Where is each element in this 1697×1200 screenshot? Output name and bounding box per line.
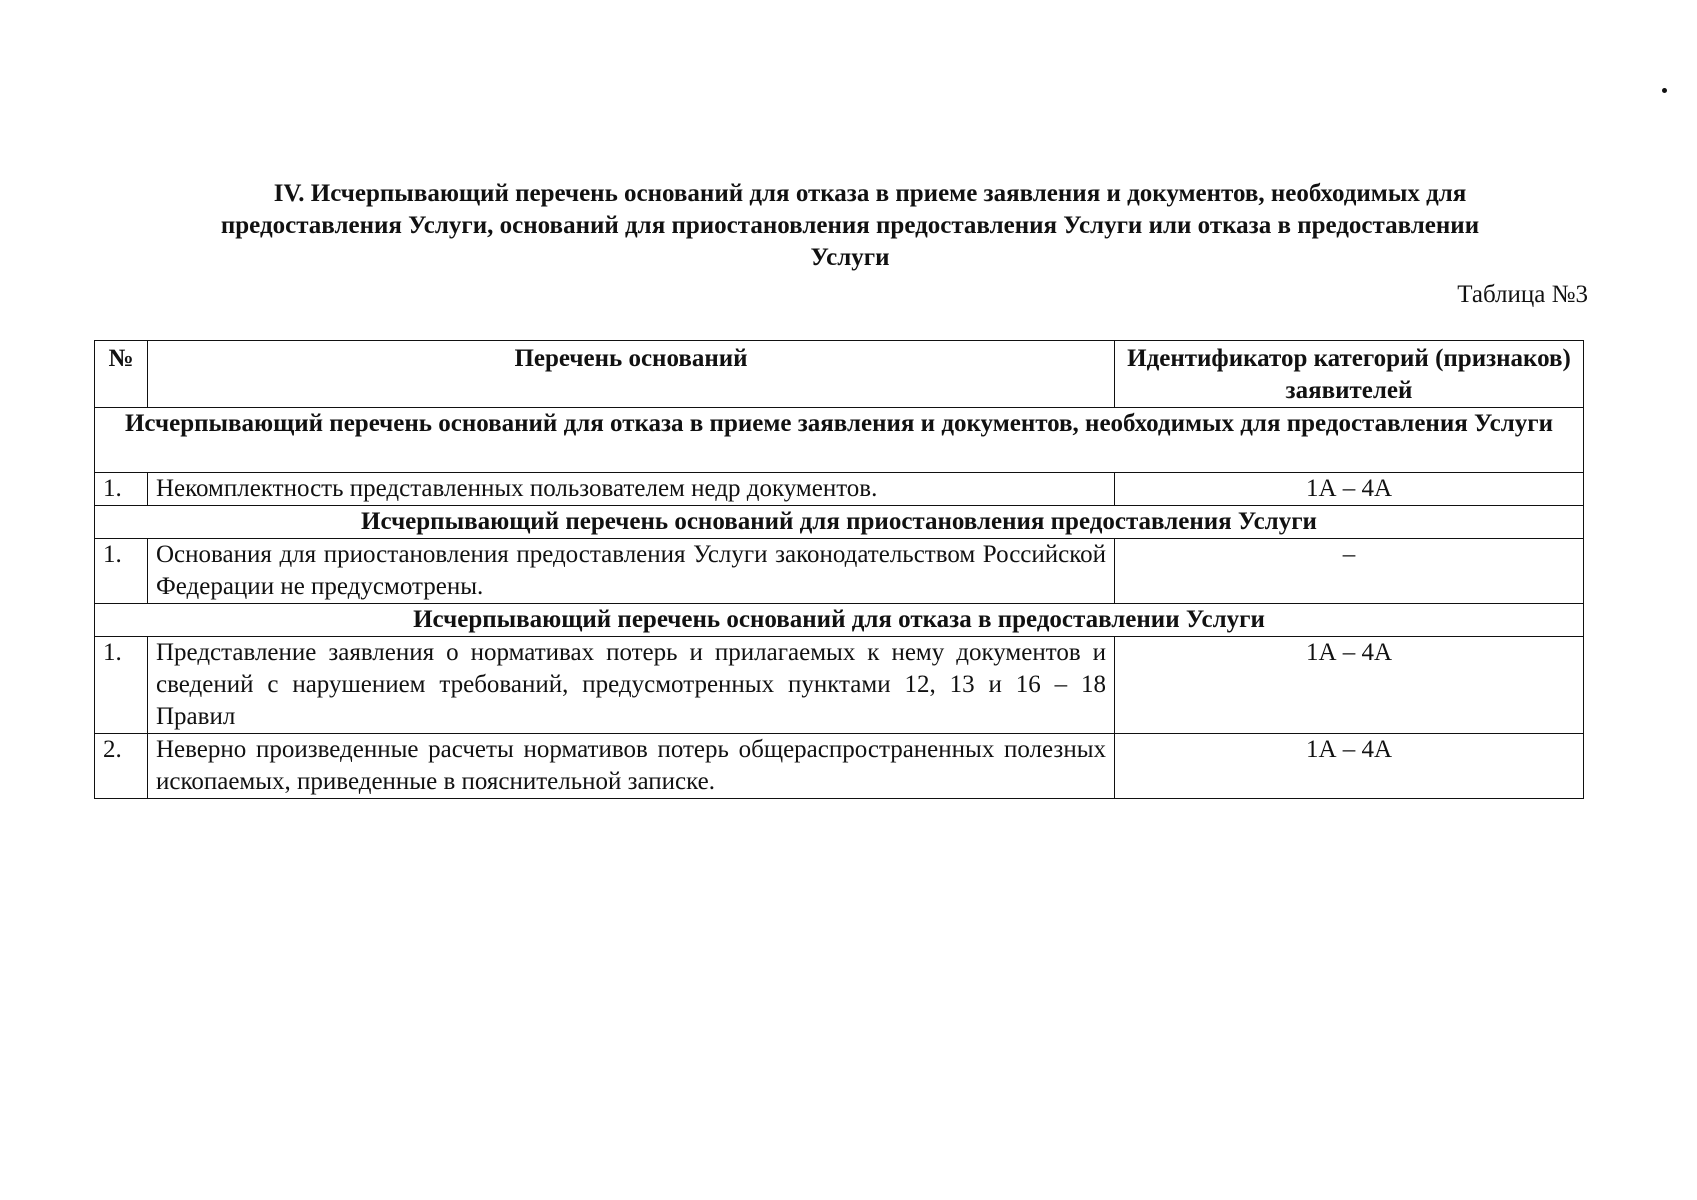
section-row-refusal-provision <box>95 604 1584 637</box>
table-row <box>95 734 1584 799</box>
heading-line-2: предоставления Услуги, оснований для приостановления предоставления Услуги или отказа в предоставлении <box>220 212 1480 239</box>
row-identifier: 1А – 4А <box>1115 734 1584 799</box>
header-identifier: Идентификатор категорий (признаков) заявителей <box>1115 341 1584 408</box>
row-identifier: – <box>1115 539 1584 604</box>
row-number: 1. <box>95 637 148 734</box>
section-row-suspension <box>95 506 1584 539</box>
row-reason: Основания для приостановления предоставления Услуги законодательством Российской Федерации не предусмотрены. <box>148 539 1115 604</box>
heading-line-1: IV. Исчерпывающий перечень оснований для отказа в приеме заявления и документов, необходимых для <box>273 180 1467 207</box>
header-number: № <box>95 341 148 408</box>
table-header-row <box>95 341 1584 408</box>
row-number: 1. <box>95 473 148 506</box>
section-row-refusal-acceptance <box>95 408 1584 473</box>
row-reason: Представление заявления о нормативах потерь и прилагаемых к нему документов и сведений с нарушением требований, предусмотренных пунктами 12, 13 и 16 – 18 Правил <box>148 637 1115 734</box>
table-row <box>95 473 1584 506</box>
section-heading <box>110 178 1590 274</box>
header-reasons: Перечень оснований <box>148 341 1115 408</box>
row-reason: Неверно произведенные расчеты нормативов потерь общераспространенных полезных ископаемых, приведенные в пояснительной записке. <box>148 734 1115 799</box>
heading-line-3: Услуги <box>810 244 890 271</box>
section-title: Исчерпывающий перечень оснований для приостановления предоставления Услуги <box>95 506 1584 539</box>
table-caption: Таблица №3 <box>1457 281 1588 308</box>
table-row <box>95 637 1584 734</box>
row-number: 2. <box>95 734 148 799</box>
section-title: Исчерпывающий перечень оснований для отказа в предоставлении Услуги <box>95 604 1584 637</box>
row-reason: Некомплектность представленных пользователем недр документов. <box>148 473 1115 506</box>
scan-mark <box>1662 88 1667 93</box>
section-title: Исчерпывающий перечень оснований для отказа в приеме заявления и документов, необходимых для предоставления Услуги <box>95 408 1584 473</box>
table-row <box>95 539 1584 604</box>
row-identifier: 1А – 4А <box>1115 473 1584 506</box>
row-identifier: 1А – 4А <box>1115 637 1584 734</box>
row-number: 1. <box>95 539 148 604</box>
grounds-table <box>94 340 1584 799</box>
